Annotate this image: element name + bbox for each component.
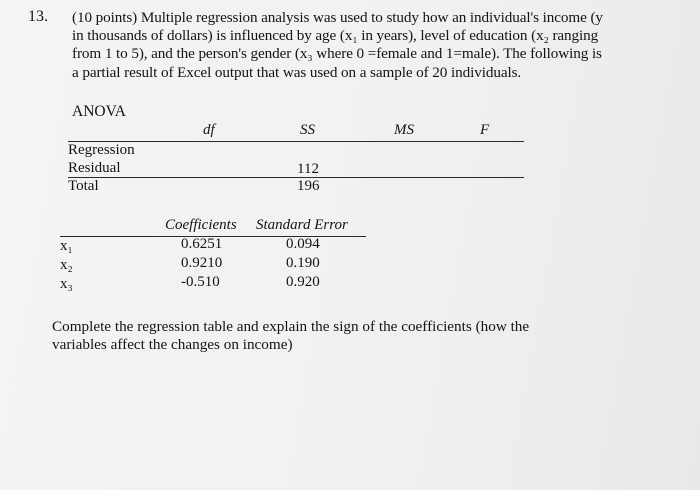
instruction-line-1: Complete the regression table and explain the sign of the coefficients (how the (52, 318, 530, 335)
coef-row-label: x₃ (60, 276, 73, 292)
question-line-4: a partial result of Excel output that was used on a sample of 20 individuals. (72, 64, 522, 81)
anova-cell-ss: 196 (297, 178, 320, 194)
coef-header: Coefficients (165, 217, 237, 233)
se-value: 0.920 (286, 274, 320, 290)
question-line-2: in thousands of dollars) is influenced by age (x₁ in years), level of education (x₂ ranging (72, 27, 599, 44)
se-header: Standard Error (256, 217, 348, 233)
anova-cell-ss: 112 (297, 161, 319, 177)
question-line-1: (10 points) Multiple regression analysis was used to study how an individual's income (y (72, 9, 603, 26)
coef-value: 0.6251 (181, 236, 223, 252)
coef-row-label: x₁ (60, 238, 73, 254)
anova-row-label: Total (68, 178, 99, 194)
coef-row-label: x₂ (60, 257, 73, 273)
anova-title: ANOVA (72, 103, 126, 120)
anova-header-f: F (480, 122, 490, 138)
anova-total-rule (68, 177, 524, 178)
anova-header-ms: MS (394, 122, 414, 138)
question-number: 13. (28, 8, 48, 25)
question-line-3: from 1 to 5), and the person's gender (x₃ where 0 =female and 1=male). The following is (72, 45, 602, 62)
anova-header-df: df (203, 122, 215, 138)
se-value: 0.094 (286, 236, 320, 252)
instruction-line-2: variables affect the changes on income) (52, 336, 293, 353)
anova-header-rule (68, 141, 524, 142)
coef-value: -0.510 (181, 274, 220, 290)
se-value: 0.190 (286, 255, 320, 271)
coef-value: 0.9210 (181, 255, 223, 271)
anova-header-ss: SS (300, 122, 315, 138)
anova-row-label: Residual (68, 160, 121, 176)
anova-row-label: Regression (68, 142, 135, 158)
